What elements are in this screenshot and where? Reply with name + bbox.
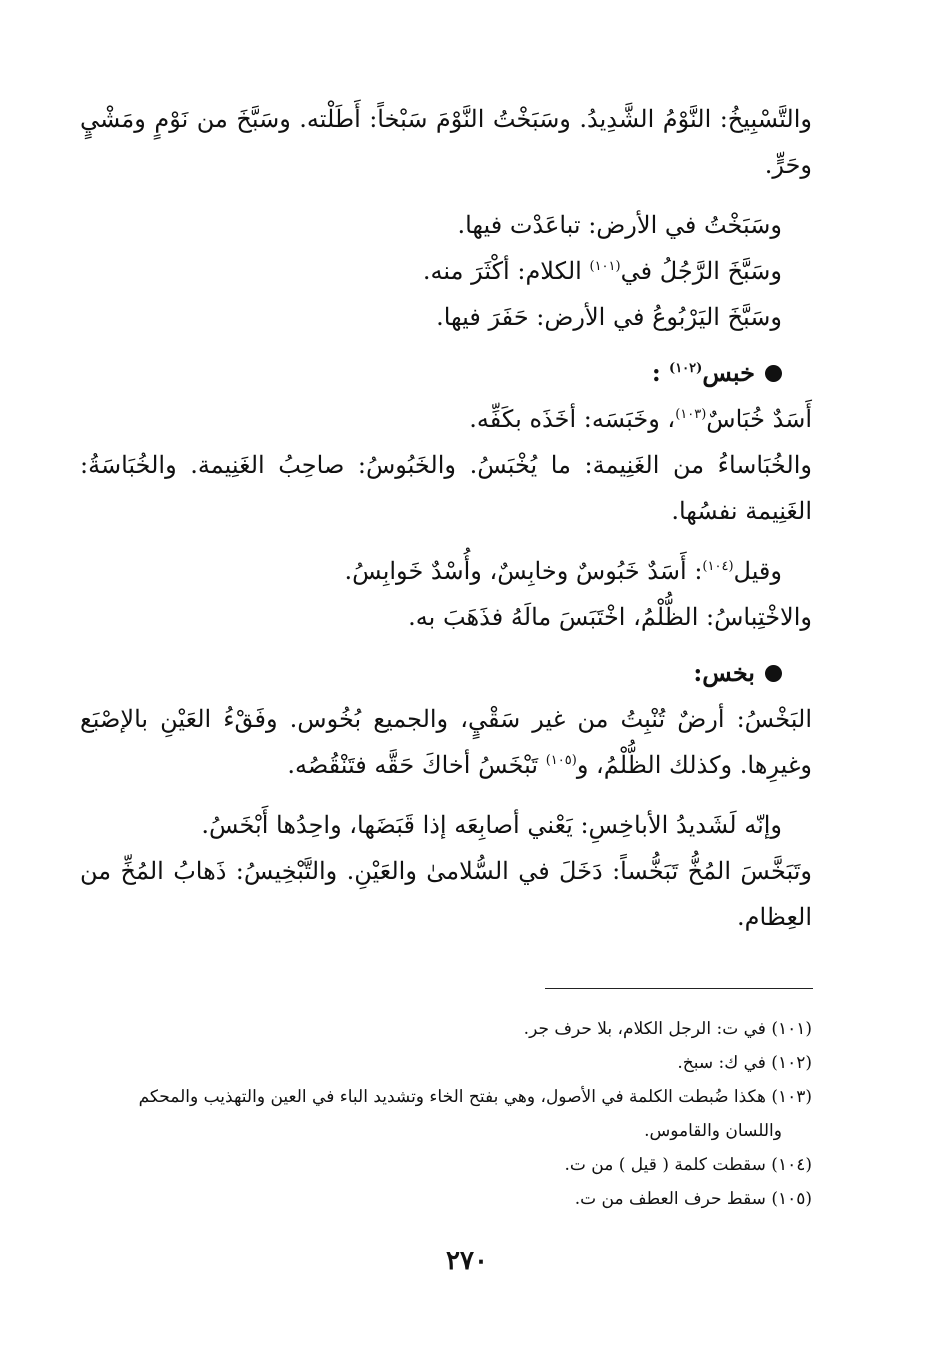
paragraph: أَسَدٌ خُبَاسٌ$^{(١٠٣)}$، وخَبَسَه: أخَذَه بكَفِّه. <box>469 405 812 433</box>
footnote-ref[interactable]: (١٠٤) <box>702 559 734 574</box>
paragraph: وسَبَّخَ اليَرْبُوعُ في الأرض: حَفَرَ فيها. <box>436 303 782 331</box>
footnote-divider <box>545 988 813 989</box>
paragraph: وسَبَّخَ الرَّجُلُ في$^{(١٠١)}$ الكلام: أكْثَرَ منه. <box>422 257 782 285</box>
paragraph: وسَبَخْتُ في الأرض: تباعَدْت فيها. <box>457 211 782 239</box>
footnote: (١٠٢) في ك: سبخ. <box>677 1053 812 1073</box>
footnote: (١٠١) في ت: الرجل الكلام، بلا حرف جر. <box>523 1019 812 1039</box>
paragraph: البَخْسُ: أرضٌ تُنْبِتُ من غير سَقْيٍ، والجميع بُخُوس. وفَقْءُ العَيْنِ بالإصْبَع وغيرِها. وكذلك الظُّلْمُ، و$^{(١٠٥)}$ تَبْخَسُ أخاكَ حَقَّه فتَنْقُصُه. <box>80 705 812 779</box>
headword: بخس: <box>80 650 812 696</box>
footnote-ref[interactable]: (١٠٥) <box>545 753 577 768</box>
footnote: (١٠٣) هكذا ضُبطت الكلمة في الأصول، وهي بفتح الخاء وتشديد الباء في العين والتهذيب والمحكم <box>138 1087 812 1107</box>
paragraph: وتَبَخَّسَ المُخُّ تَبَخُّساً: دَخَلَ في السُّلامىٰ والعَيْنِ. والتَّبْخِيسُ: ذَهابُ المُخِّ من العِظام. <box>80 857 812 931</box>
footnote-ref[interactable]: (١٠١) <box>589 259 621 274</box>
footnote: (١٠٤) سقطت كلمة ( قيل ) من ت. <box>564 1155 812 1175</box>
paragraph: وقيل$^{(١٠٤)}$: أَسَدٌ خَبُوسٌ وخابِسٌ، وأُسْدٌ خَوابِسُ. <box>344 557 782 585</box>
headword: خبس$^{(١٠٢)}$ : <box>80 350 812 396</box>
footnote-ref[interactable]: (١٠٢) <box>669 361 703 376</box>
entry-bakhas <box>80 650 812 940</box>
paragraph: والخُبَاساءُ من الغَنِيمة: ما يُخْبَسُ. والخَبُوسُ: صاحِبُ الغَنِيمة. والخُبَاسَةُ: الغَنِيمة نفسُها. <box>80 451 812 525</box>
footnote: واللسان والقاموس. <box>644 1121 782 1141</box>
main-text <box>80 96 812 940</box>
footnotes <box>80 1012 812 1216</box>
paragraph: وإنّه لَشَديدُ الأباخِسِ: يَعْني أصابِعَه إذا قَبَضَها، واحِدُها أَبْخَسُ. <box>201 811 782 839</box>
footnote: (١٠٥) سقط حرف العطف من ت. <box>574 1189 812 1209</box>
bullet-icon <box>765 665 782 682</box>
paragraph: والاخْتِباسُ: الظُّلْمُ، اخْتَبَسَ مالَهُ فذَهَبَ به. <box>408 603 812 631</box>
footnote-ref[interactable]: (١٠٣) <box>675 407 707 422</box>
page-number: ٢٧٠ <box>446 1246 488 1276</box>
paragraph: والتَّسْبِيخُ: النَّوْمُ الشَّدِيدُ. وسَبَخْتُ النَّوْمَ سَبْخاً: أَطَلْته. وسَبَّخَ من نَوْمٍ ومَشْيٍ وحَرٍّ. <box>80 105 812 179</box>
bullet-icon <box>765 365 782 382</box>
entry-khabas <box>80 350 812 640</box>
